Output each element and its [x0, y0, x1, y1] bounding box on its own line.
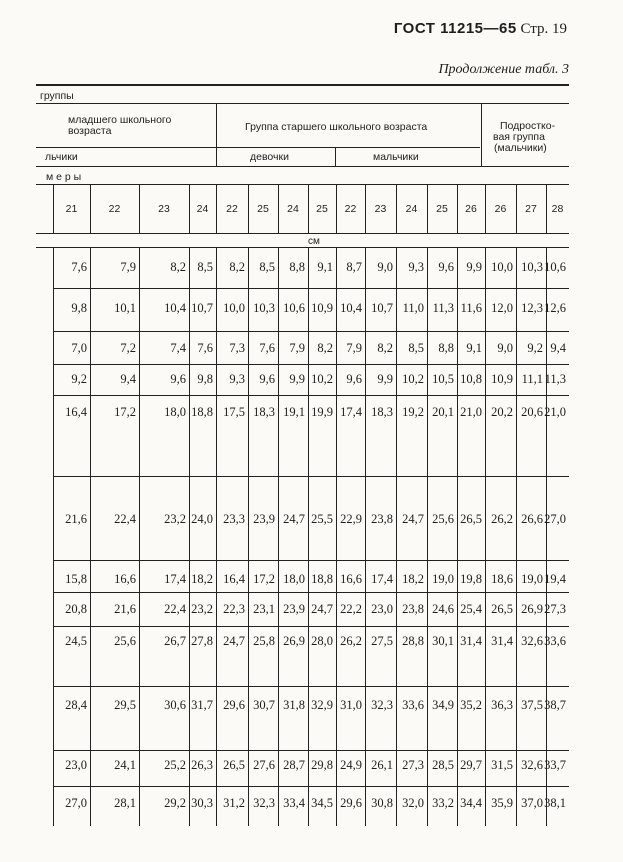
table-cell: 26,5	[223, 758, 245, 772]
table-cell: 7,9	[120, 260, 136, 274]
unit-row-rule	[36, 247, 569, 248]
table-cell: 26,9	[521, 602, 543, 616]
table-cell: 8,2	[170, 260, 186, 274]
subheader-rule	[36, 147, 480, 148]
column-number: 23	[158, 203, 170, 215]
table-cell: 21,0	[544, 405, 566, 419]
table-cell: 24,0	[191, 512, 213, 526]
column-divider	[308, 184, 309, 233]
table-cell: 19,9	[311, 405, 333, 419]
table-cell: 10,1	[114, 301, 136, 315]
table-cell: 16,6	[114, 572, 136, 586]
table-cell: 10,6	[283, 301, 305, 315]
table-cell: 30,1	[432, 634, 454, 648]
table-cell: 25,4	[460, 602, 482, 616]
row-divider	[53, 626, 569, 627]
table-cell: 21,0	[460, 405, 482, 419]
column-divider	[546, 184, 547, 233]
table-cell: 9,6	[259, 372, 275, 386]
table-cell: 27,8	[191, 634, 213, 648]
row-divider	[53, 592, 569, 593]
table-cell: 9,6	[170, 372, 186, 386]
table-cell: 7,6	[259, 341, 275, 355]
table-cell: 27,0	[65, 796, 87, 810]
column-number-bottom-rule	[36, 233, 569, 234]
table-cell: 24,7	[223, 634, 245, 648]
table-cell: 18,0	[164, 405, 186, 419]
table-cell: 33,6	[402, 698, 424, 712]
table-cell: 24,7	[311, 602, 333, 616]
table-cell: 10,7	[191, 301, 213, 315]
table-cell: 18,2	[402, 572, 424, 586]
table-cell: 10,9	[311, 301, 333, 315]
table-cell: 10,8	[460, 372, 482, 386]
table-cell: 38,1	[544, 796, 566, 810]
table-cell: 26,5	[460, 512, 482, 526]
table-cell: 23,2	[191, 602, 213, 616]
table-cell: 21,6	[65, 512, 87, 526]
column-divider	[336, 184, 337, 233]
body-column-divider	[396, 248, 397, 826]
table-cell: 25,2	[164, 758, 186, 772]
table-cell: 12,0	[491, 301, 513, 315]
row-divider	[53, 560, 569, 561]
table-cell: 19,4	[544, 572, 566, 586]
table-cell: 19,0	[432, 572, 454, 586]
unit-label: см	[308, 236, 320, 247]
table-cell: 10,0	[223, 301, 245, 315]
column-number: 24	[196, 203, 209, 215]
table-cell: 18,2	[191, 572, 213, 586]
body-column-divider	[248, 248, 249, 826]
table-cell: 30,3	[191, 796, 213, 810]
table-cell: 7,0	[71, 341, 87, 355]
table-cell: 26,7	[164, 634, 186, 648]
table-cell: 9,6	[346, 372, 362, 386]
table-cell: 17,5	[223, 405, 245, 419]
row-divider	[53, 331, 569, 332]
row-divider	[53, 476, 569, 477]
table-cell: 29,6	[223, 698, 245, 712]
table-cell: 29,5	[114, 698, 136, 712]
table-cell: 26,6	[521, 512, 543, 526]
table-cell: 9,1	[317, 260, 333, 274]
table-cell: 30,6	[164, 698, 186, 712]
page-number: Стр. 19	[520, 21, 567, 37]
table-cell: 8,5	[408, 341, 424, 355]
table-cell: 32,6	[521, 758, 543, 772]
body-column-divider	[189, 248, 190, 826]
table-cell: 28,1	[114, 796, 136, 810]
table-cell: 20,1	[432, 405, 454, 419]
table-cell: 25,8	[253, 634, 275, 648]
column-divider	[365, 184, 366, 233]
column-number: 22	[226, 203, 238, 215]
body-column-divider	[485, 248, 486, 826]
column-number: 23	[374, 203, 387, 215]
column-number: 26	[465, 203, 477, 215]
body-column-divider	[216, 248, 217, 826]
table-cell: 15,8	[65, 572, 87, 586]
table-continuation-caption: Продолжение табл. 3	[438, 62, 569, 77]
senior-teen-divider	[481, 103, 482, 166]
table-cell: 8,2	[229, 260, 245, 274]
column-number: 25	[436, 203, 448, 215]
table-cell: 20,8	[65, 602, 87, 616]
table-cell: 32,3	[371, 698, 393, 712]
group-row-rule	[36, 103, 569, 104]
table-cell: 24,9	[340, 758, 362, 772]
table-cell: 9,3	[408, 260, 424, 274]
table-cell: 26,5	[491, 602, 513, 616]
row-divider	[53, 395, 569, 396]
table-cell: 11,3	[432, 301, 454, 315]
table-cell: 10,3	[253, 301, 275, 315]
table-cell: 9,8	[71, 301, 87, 315]
table-cell: 16,6	[340, 572, 362, 586]
body-column-divider	[427, 248, 428, 826]
table-cell: 33,4	[283, 796, 305, 810]
column-number: 22	[344, 203, 357, 215]
table-cell: 37,0	[521, 796, 543, 810]
table-cell: 9,2	[71, 372, 87, 386]
table-cell: 32,3	[253, 796, 275, 810]
table-cell: 16,4	[65, 405, 87, 419]
table-cell: 11,0	[402, 301, 424, 315]
column-number: 25	[257, 203, 269, 215]
table-cell: 18,8	[191, 405, 213, 419]
senior-label: Группа старшего школьного возраста	[245, 121, 428, 133]
table-cell: 10,7	[371, 301, 393, 315]
table-cell: 17,4	[340, 405, 362, 419]
column-divider	[457, 184, 458, 233]
column-divider	[396, 184, 397, 233]
table-cell: 31,4	[460, 634, 482, 648]
table-cell: 11,3	[544, 372, 566, 386]
table-cell: 18,6	[491, 572, 513, 586]
table-cell: 27,5	[371, 634, 393, 648]
table-cell: 9,3	[229, 372, 245, 386]
table-cell: 24,5	[65, 634, 87, 648]
table-cell: 18,3	[253, 405, 275, 419]
table-cell: 34,5	[311, 796, 333, 810]
column-divider	[248, 184, 249, 233]
junior-senior-divider	[216, 103, 217, 166]
table-cell: 31,8	[283, 698, 305, 712]
table-cell: 10,6	[544, 260, 566, 274]
table-cell: 8,8	[289, 260, 305, 274]
table-cell: 29,7	[460, 758, 482, 772]
table-cell: 34,4	[460, 796, 482, 810]
table-cell: 9,4	[120, 372, 136, 386]
table-cell: 31,0	[340, 698, 362, 712]
table-cell: 35,2	[460, 698, 482, 712]
table-cell: 10,4	[164, 301, 186, 315]
boys-label: мальчики	[373, 151, 419, 163]
table-cell: 26,3	[191, 758, 213, 772]
table-cell: 10,0	[491, 260, 513, 274]
column-divider	[216, 184, 217, 233]
table-cell: 21,6	[114, 602, 136, 616]
row-divider	[53, 364, 569, 365]
measures-label: м е р ы	[46, 171, 82, 183]
table-cell: 22,4	[114, 512, 136, 526]
body-column-divider	[278, 248, 279, 826]
table-cell: 35,9	[491, 796, 513, 810]
table-cell: 8,5	[197, 260, 213, 274]
table-cell: 10,2	[402, 372, 424, 386]
table-cell: 30,8	[371, 796, 393, 810]
table-cell: 31,5	[491, 758, 513, 772]
table-cell: 23,8	[371, 512, 393, 526]
table-cell: 10,2	[311, 372, 333, 386]
table-cell: 18,0	[283, 572, 305, 586]
body-column-divider	[139, 248, 140, 826]
table-cell: 26,2	[491, 512, 513, 526]
table-cell: 9,8	[197, 372, 213, 386]
column-divider	[427, 184, 428, 233]
table-cell: 16,4	[223, 572, 245, 586]
table-cell: 23,9	[253, 512, 275, 526]
boys-partial-label: льчики	[45, 151, 78, 163]
table-cell: 9,4	[550, 341, 566, 355]
body-column-divider	[546, 248, 547, 826]
table-cell: 17,2	[253, 572, 275, 586]
table-cell: 22,9	[340, 512, 362, 526]
column-divider	[278, 184, 279, 233]
teen-label-1: Подростко-	[500, 120, 556, 132]
table-cell: 8,8	[438, 341, 454, 355]
table-cell: 28,5	[432, 758, 454, 772]
table-cell: 28,0	[311, 634, 333, 648]
table-cell: 26,9	[283, 634, 305, 648]
table-cell: 10,5	[432, 372, 454, 386]
body-column-divider	[53, 248, 54, 826]
row-divider	[53, 288, 569, 289]
column-number: 25	[316, 203, 328, 215]
table-cell: 24,7	[283, 512, 305, 526]
row-divider	[53, 750, 569, 751]
standard-number: ГОСТ 11215—65	[393, 20, 517, 37]
row-divider	[53, 686, 569, 687]
table-cell: 26,1	[371, 758, 393, 772]
table-cell: 7,4	[170, 341, 186, 355]
table-cell: 31,4	[491, 634, 513, 648]
table-cell: 30,7	[253, 698, 275, 712]
table-cell: 20,6	[521, 405, 543, 419]
table-cell: 12,6	[544, 301, 566, 315]
table-cell: 7,6	[71, 260, 87, 274]
table-cell: 11,6	[460, 301, 482, 315]
table-cell: 31,7	[191, 698, 213, 712]
table-cell: 23,1	[253, 602, 275, 616]
table-cell: 38,7	[544, 698, 566, 712]
table-cell: 29,6	[340, 796, 362, 810]
table-cell: 32,6	[521, 634, 543, 648]
table-cell: 8,7	[346, 260, 362, 274]
column-number: 24	[405, 203, 418, 215]
table-cell: 23,9	[283, 602, 305, 616]
column-number-top-rule	[36, 184, 569, 185]
table-cell: 9,0	[497, 341, 513, 355]
body-column-divider	[308, 248, 309, 826]
table-cell: 7,9	[346, 341, 362, 355]
table-cell: 22,2	[340, 602, 362, 616]
girls-boys-divider	[335, 147, 336, 166]
table-cell: 19,0	[521, 572, 543, 586]
table-cell: 33,7	[544, 758, 566, 772]
table-cell: 31,2	[223, 796, 245, 810]
table-cell: 22,3	[223, 602, 245, 616]
table-cell: 18,3	[371, 405, 393, 419]
table-cell: 8,5	[259, 260, 275, 274]
body-column-divider	[457, 248, 458, 826]
table-cell: 27,6	[253, 758, 275, 772]
table-cell: 28,8	[402, 634, 424, 648]
column-divider	[90, 184, 91, 233]
table-cell: 9,9	[466, 260, 482, 274]
table-cell: 9,9	[289, 372, 305, 386]
table-cell: 8,2	[317, 341, 333, 355]
table-cell: 11,1	[521, 372, 543, 386]
table-cell: 33,6	[544, 634, 566, 648]
table-cell: 22,4	[164, 602, 186, 616]
table-cell: 9,0	[377, 260, 393, 274]
table-cell: 28,7	[283, 758, 305, 772]
table-cell: 37,5	[521, 698, 543, 712]
table-cell: 7,3	[229, 341, 245, 355]
body-column-divider	[336, 248, 337, 826]
measures-row-rule	[36, 166, 569, 167]
table-cell: 7,9	[289, 341, 305, 355]
column-number: 26	[494, 203, 507, 215]
body-column-divider	[90, 248, 91, 826]
column-divider	[53, 184, 54, 233]
column-divider	[139, 184, 140, 233]
table-cell: 25,6	[114, 634, 136, 648]
table-cell: 18,8	[311, 572, 333, 586]
table-cell: 12,3	[521, 301, 543, 315]
table-cell: 8,2	[377, 341, 393, 355]
table-cell: 9,6	[438, 260, 454, 274]
table-cell: 9,9	[377, 372, 393, 386]
table-cell: 23,0	[65, 758, 87, 772]
page-header	[394, 20, 567, 38]
table-cell: 28,4	[65, 698, 87, 712]
table-cell: 10,3	[521, 260, 543, 274]
teen-label-3: (мальчики)	[494, 142, 547, 154]
column-number: 21	[65, 203, 78, 215]
column-number: 22	[108, 203, 121, 215]
teen-label-2: вая группа	[493, 131, 545, 143]
table-top-rule	[36, 84, 569, 86]
table-cell: 27,3	[402, 758, 424, 772]
table-cell: 24,1	[114, 758, 136, 772]
column-number: 28	[551, 203, 564, 215]
column-divider	[189, 184, 190, 233]
table-cell: 23,0	[371, 602, 393, 616]
table-cell: 25,6	[432, 512, 454, 526]
table-cell: 20,2	[491, 405, 513, 419]
table-cell: 27,3	[544, 602, 566, 616]
table-cell: 27,0	[544, 512, 566, 526]
table-cell: 17,4	[164, 572, 186, 586]
table-cell: 23,8	[402, 602, 424, 616]
table-cell: 23,2	[164, 512, 186, 526]
body-column-divider	[516, 248, 517, 826]
table-cell: 36,3	[491, 698, 513, 712]
table-cell: 34,9	[432, 698, 454, 712]
table-cell: 17,4	[371, 572, 393, 586]
column-divider	[485, 184, 486, 233]
junior-label-2: возраста	[68, 125, 112, 137]
table-cell: 29,2	[164, 796, 186, 810]
junior-label-1: младшего школьного	[68, 114, 172, 126]
table-cell: 26,2	[340, 634, 362, 648]
table-cell: 19,1	[283, 405, 305, 419]
row-divider	[53, 786, 569, 787]
table-cell: 10,9	[491, 372, 513, 386]
table-cell: 24,6	[432, 602, 454, 616]
table-cell: 7,6	[197, 341, 213, 355]
body-column-divider	[365, 248, 366, 826]
girls-label: девочки	[250, 151, 289, 163]
column-number: 27	[525, 203, 537, 215]
table-cell: 33,2	[432, 796, 454, 810]
table-cell: 25,5	[311, 512, 333, 526]
table-cell: 19,2	[402, 405, 424, 419]
table-cell: 7,2	[120, 341, 136, 355]
table-cell: 9,1	[466, 341, 482, 355]
table-cell: 17,2	[114, 405, 136, 419]
column-divider	[516, 184, 517, 233]
table-cell: 32,9	[311, 698, 333, 712]
table-cell: 9,2	[527, 341, 543, 355]
group-label: группы	[40, 90, 74, 102]
column-number: 24	[287, 203, 299, 215]
table-cell: 19,8	[460, 572, 482, 586]
table-cell: 32,0	[402, 796, 424, 810]
table-cell: 24,7	[402, 512, 424, 526]
table-cell: 23,3	[223, 512, 245, 526]
table-cell: 10,4	[340, 301, 362, 315]
table-cell: 29,8	[311, 758, 333, 772]
